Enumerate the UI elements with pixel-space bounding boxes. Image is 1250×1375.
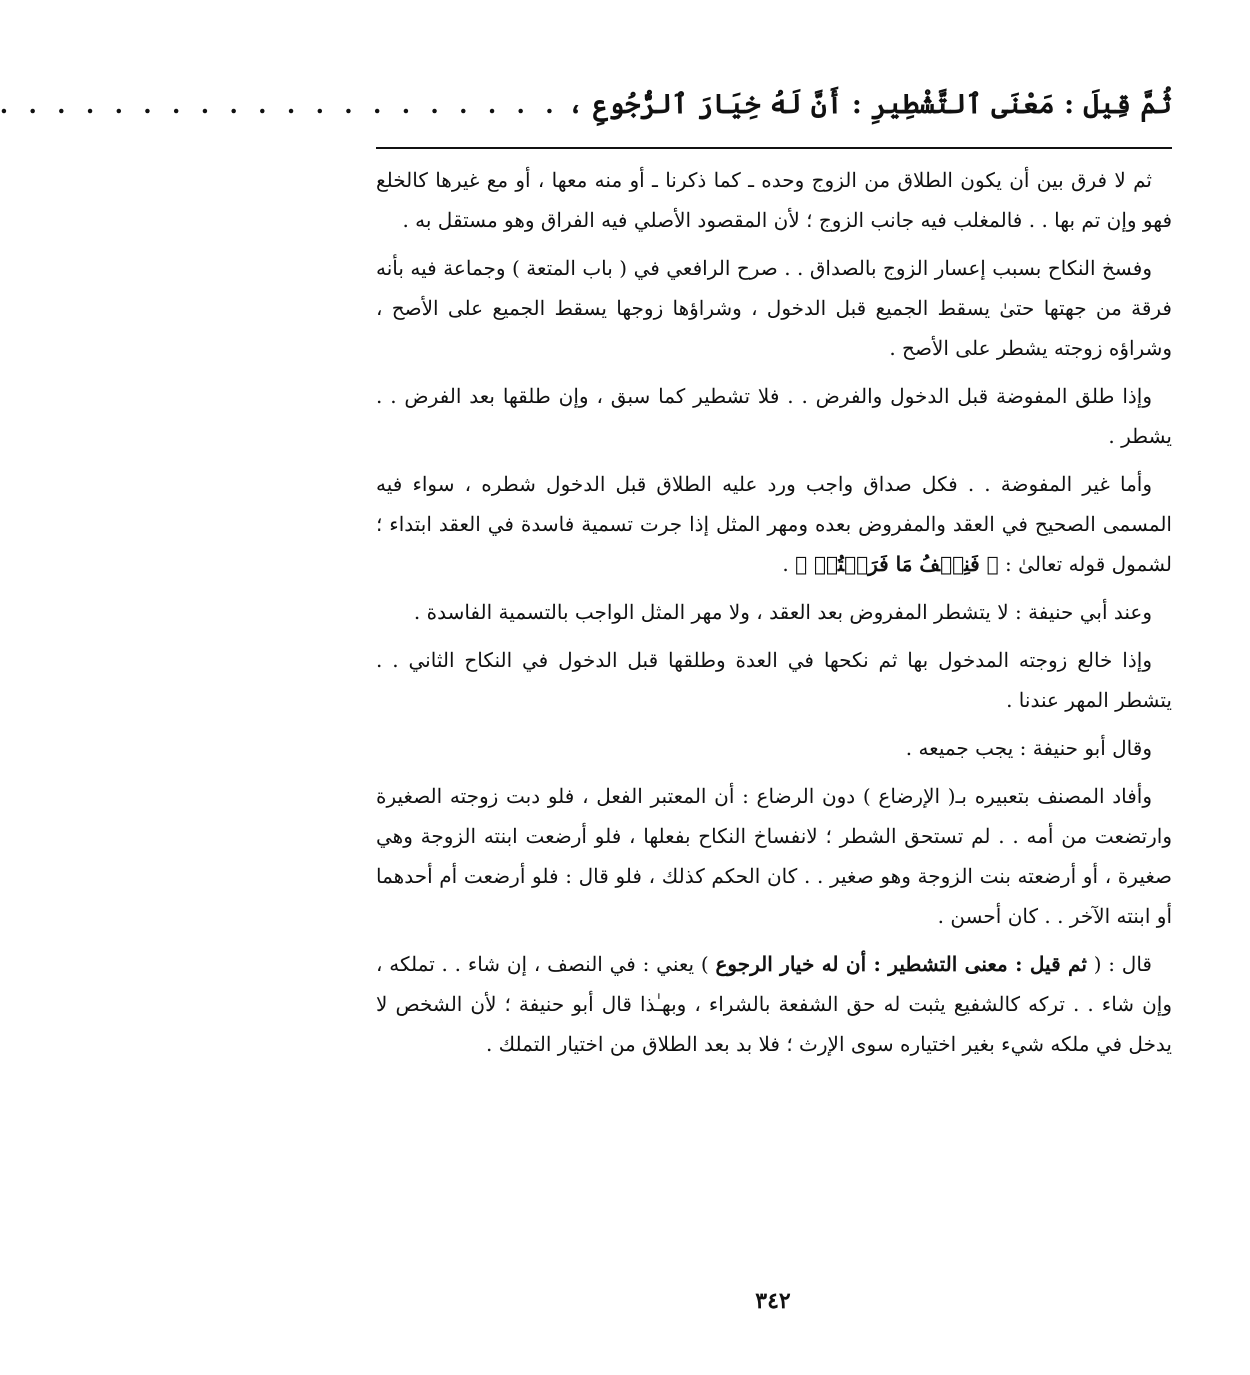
- paragraph-9-intro: قال : (: [1093, 952, 1152, 976]
- header-divider: [376, 147, 1172, 149]
- paragraph-4-end: .: [782, 552, 789, 576]
- paragraph-6: وإذا خالع زوجته المدخول بها ثم نكحها في العدة وطلقها قبل الدخول في النكاح الثاني . . يتشطر المهر عندنا .: [376, 648, 1172, 712]
- paragraph-7: وقال أبو حنيفة : يجب جميعه .: [905, 736, 1152, 760]
- page-header: [0, 82, 1172, 126]
- paragraph-9: [376, 944, 1172, 1064]
- paragraph-4: [376, 464, 1172, 584]
- body-text: [376, 160, 1172, 1072]
- paragraph-3: وإذا طلق المفوضة قبل الدخول والفرض . . فلا تشطير كما سبق ، وإن طلقها بعد الفرض . . يشطر .: [376, 384, 1172, 448]
- page-number: ٣٤٢: [755, 1288, 791, 1314]
- paragraph-2: وفسخ النكاح بسبب إعسار الزوج بالصداق . . صرح الرافعي في ( باب المتعة ) وجماعة فيه بأنه فرقة من جهتها حتىٰ يسقط الجميع قبل الدخول ، وشراؤها زوجها يسقط الجميع على الأصح ، وشراؤه زوجته يشطر على الأصح .: [376, 256, 1172, 360]
- header-title: ثُمَّ قِيلَ : مَعْنَى ٱلتَّشْطِيرِ : أَنَّ لَهُ خِيَارَ ٱلرُّجُوعِ ،: [567, 88, 1172, 120]
- header-dots: . . . . . . . . . . . . . . . . . . . .: [0, 89, 560, 119]
- paragraph-9-text: ) يعني : في النصف ، إن شاء . . تملكه ، وإن شاء . . تركه كالشفيع يثبت له حق الشفعة بالشراء ، وبهـٰذا قال أبو حنيفة ؛ لأن الشخص لا يدخل في ملكه شيء بغير اختياره سوى الإرث ؛ فلا بد بعد الطلاق من اختيار التملك .: [376, 952, 1172, 1056]
- paragraph-4-text: وأما غير المفوضة . . فكل صداق واجب ورد عليه الطلاق قبل الدخول شطره ، سواء فيه المسمى الصحيح في العقد والمفروض بعده ومهر المثل إذا جرت تسمية فاسدة في العقد ابتداء ؛ لشمول قوله تعالىٰ :: [376, 472, 1172, 576]
- paragraph-5: وعند أبي حنيفة : لا يتشطر المفروض بعد العقد ، ولا مهر المثل الواجب بالتسمية الفاسدة .: [413, 600, 1152, 624]
- paragraph-1: ثم لا فرق بين أن يكون الطلاق من الزوج وحده ـ كما ذكرنا ـ أو منه معها ، أو مع غيرها كالخلع فهو وإن تم بها . . فالمغلب فيه جانب الزوج ؛ لأن المقصود الأصلي فيه الفراق وهو مستقل به .: [376, 168, 1172, 232]
- quoted-matn: ثم قيل : معنى التشطير : أن له خيار الرجوع: [715, 952, 1087, 976]
- paragraph-8: وأفاد المصنف بتعبيره بـ( الإرضاع ) دون الرضاع : أن المعتبر الفعل ، فلو دبت زوجته الصغيرة وارتضعت من أمه . . لم تستحق الشطر ؛ لانفساخ النكاح بفعلها ، فلو أرضعت ابنته الزوجة وهي صغيرة ، أو أرضعته بنت الزوجة وهو صغير . . كان الحكم كذلك ، فلو قال : فلو أرضعت أم أحدهما أو ابنته الآخر . . كان أحسن .: [376, 784, 1172, 928]
- quran-verse: ﴿ فَنِصۡفُ مَا فَرَضۡتُمۡ ﴾: [795, 552, 999, 576]
